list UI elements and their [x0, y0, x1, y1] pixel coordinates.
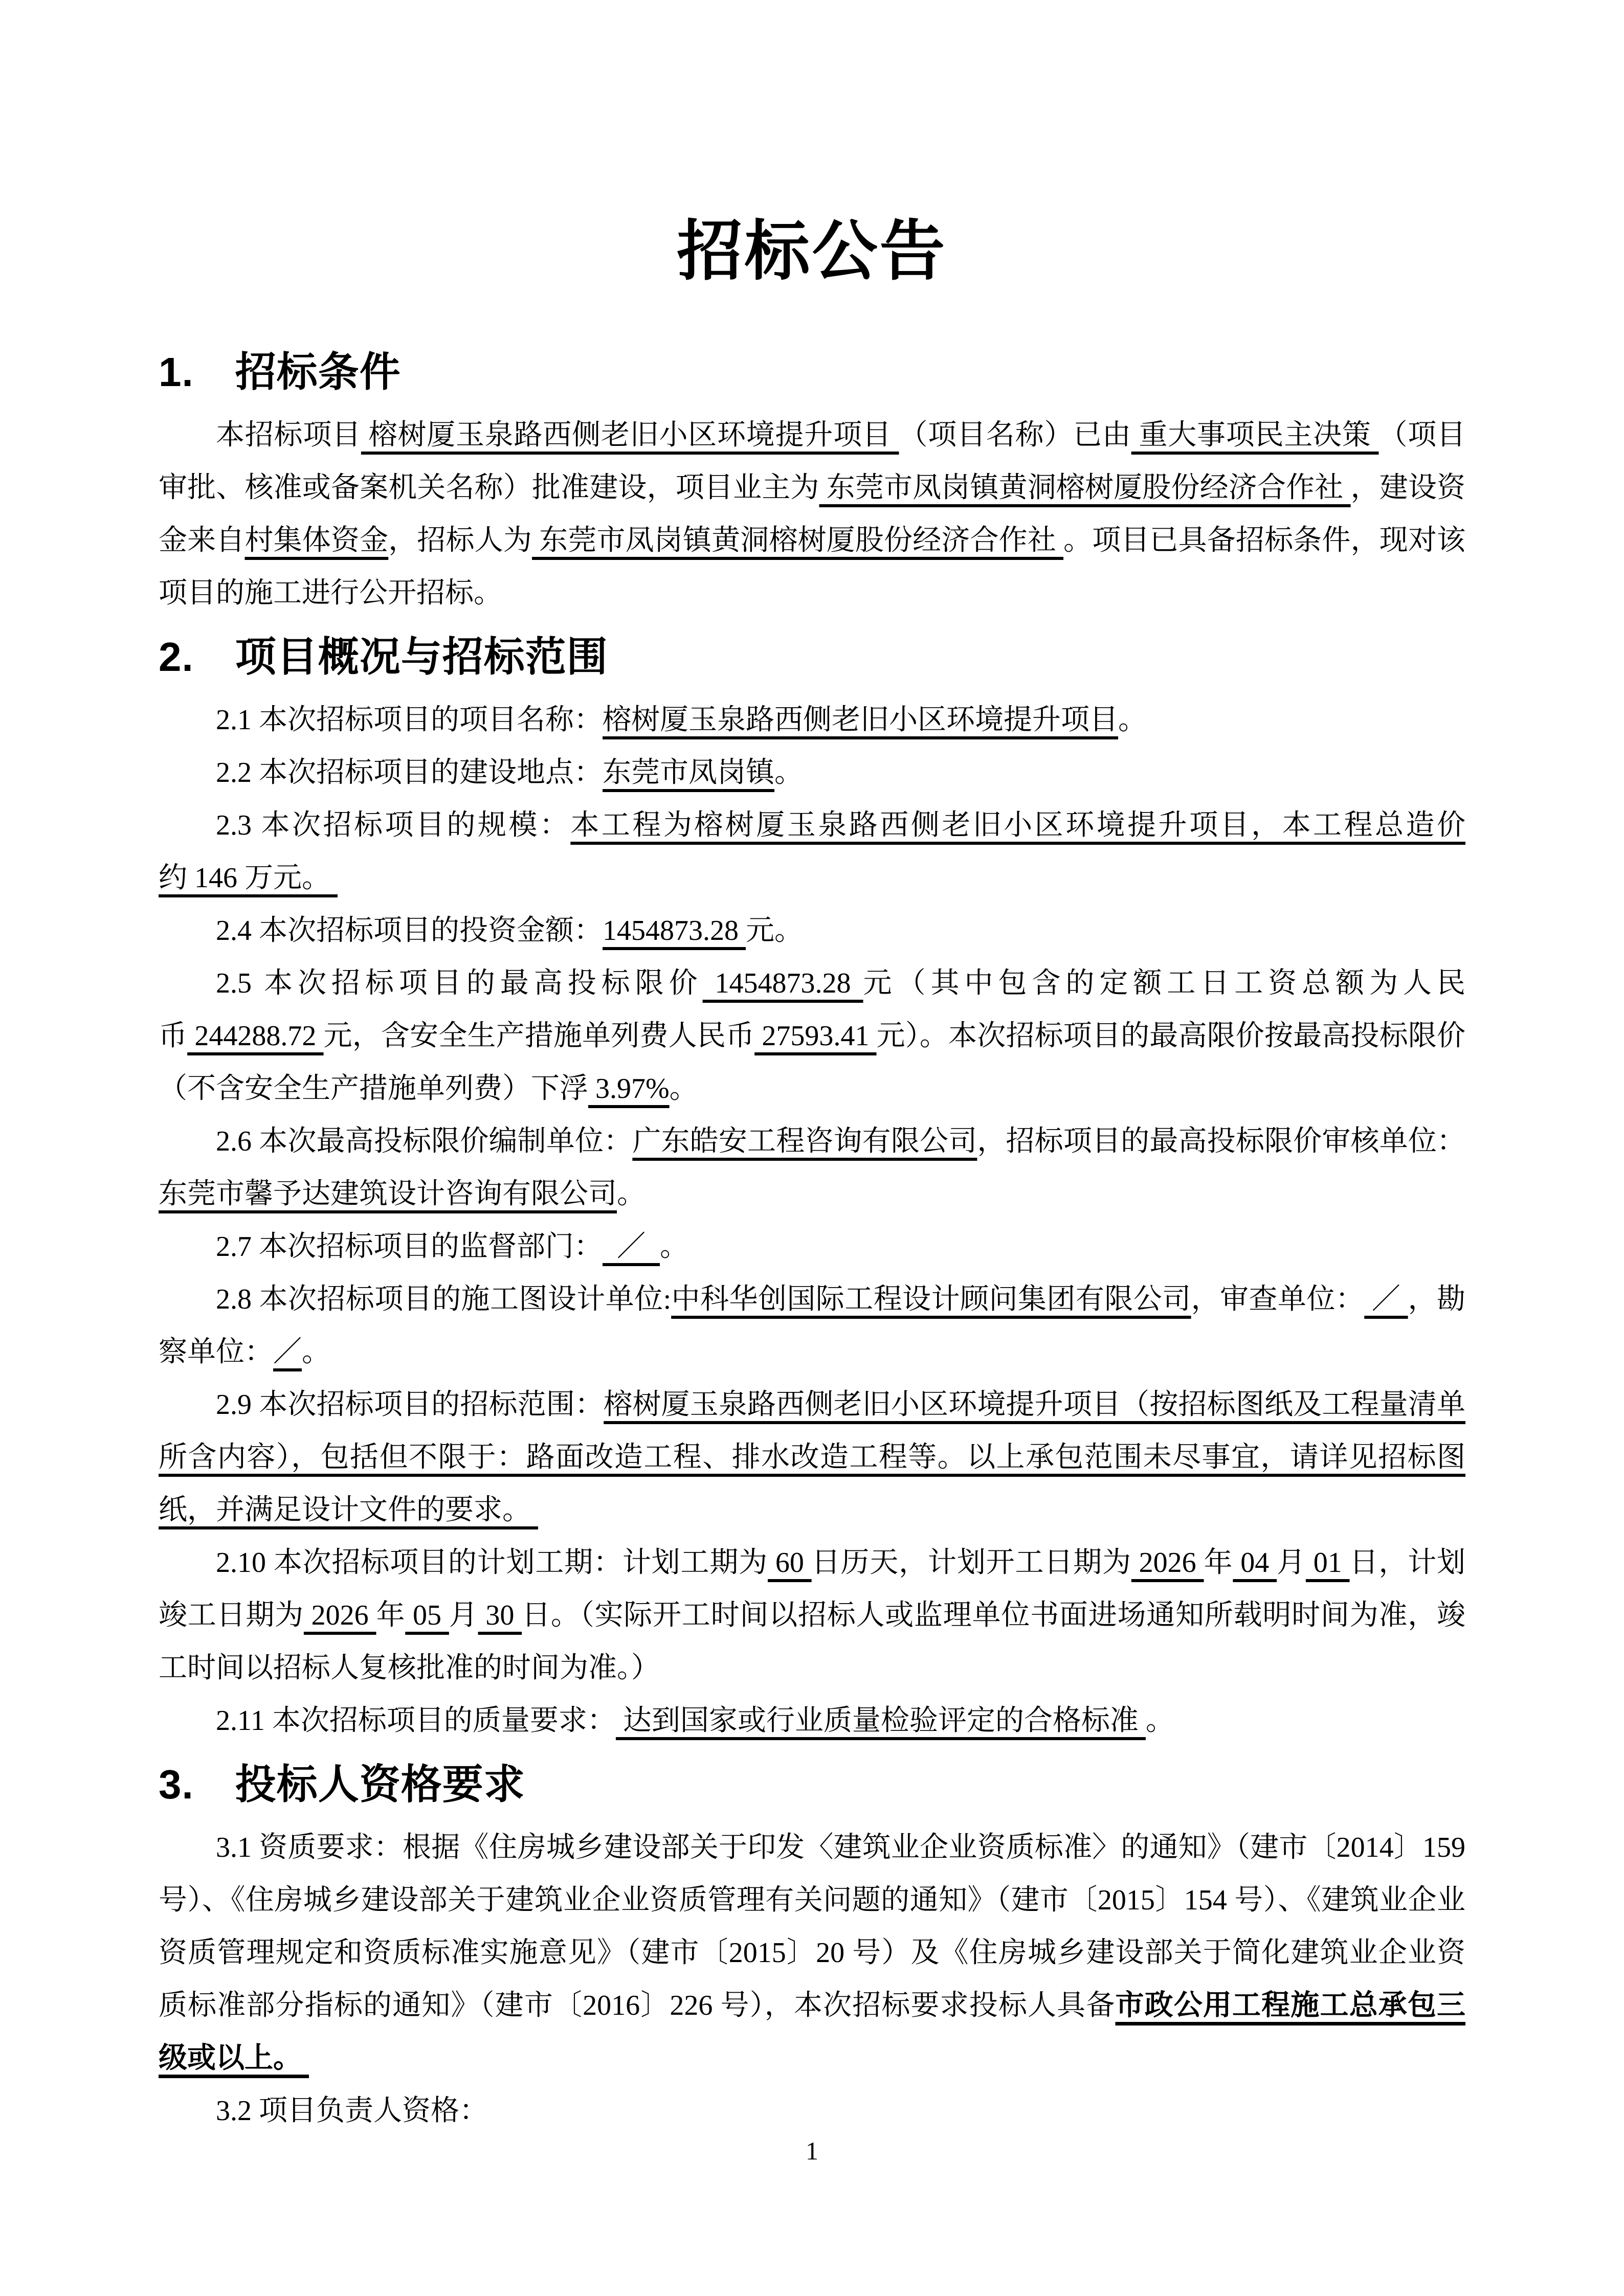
- paragraph: [159, 799, 1465, 905]
- paragraph: [159, 747, 1465, 799]
- paragraph: [159, 905, 1465, 957]
- text-run: ，招标项目的最高投标限价审核单位：: [977, 1126, 1466, 1157]
- text-run: 2.8 本次招标项目的施工图设计单位:: [216, 1284, 672, 1315]
- text-run: 元，含安全生产措施单列费人民币: [323, 1020, 755, 1052]
- underlined-text: 达到国家或行业质量检验评定的合格标准: [615, 1705, 1146, 1737]
- paragraph: [159, 1379, 1465, 1537]
- underlined-text: ／: [1364, 1284, 1408, 1315]
- text-run: ，建设资金来自: [159, 472, 1466, 556]
- text-run: 。: [774, 757, 803, 789]
- underlined-text: 3.97%: [588, 1073, 670, 1105]
- underlined-text: 中科华创国际工程设计顾问集团有限公司: [671, 1284, 1191, 1315]
- underlined-text: 本工程为榕树厦玉泉路西侧老旧小区环境提升项目，本工程总造价约 146 万元。: [159, 809, 1466, 894]
- text-run: 2.2 本次招标项目的建设地点：: [216, 757, 603, 789]
- text-run: 本招标项目: [216, 419, 361, 451]
- text-run: 2.6 本次最高投标限价编制单位：: [216, 1126, 633, 1157]
- underlined-text: ／: [603, 1231, 660, 1263]
- text-run: ，审查单位：: [1191, 1284, 1365, 1315]
- underlined-text: 60: [768, 1547, 812, 1579]
- text-run: 元。: [746, 915, 803, 947]
- underlined-text: 榕树厦玉泉路西侧老旧小区环境提升项目: [603, 704, 1118, 736]
- text-run: 日。（实际开工时间以招标人或监理单位书面进场通知所载明时间为准，竣工时间以招标人复核批准的时间为准。）: [159, 1600, 1466, 1684]
- page-number: 1: [806, 2136, 818, 2165]
- underlined-text: 东莞市凤岗镇黄洞榕树厦股份经济合作社: [819, 472, 1351, 504]
- text-run: （项目名称）已由: [899, 419, 1131, 451]
- document-body: [159, 335, 1465, 2137]
- text-run: 。: [1145, 1705, 1174, 1737]
- underlined-text: 2026: [1131, 1547, 1204, 1579]
- paragraph: [159, 1695, 1465, 1747]
- underlined-text: 榕树厦玉泉路西侧老旧小区环境提升项目: [361, 419, 899, 451]
- text-run: 日，计划竣工日期为: [159, 1547, 1466, 1631]
- text-run: 2.1 本次招标项目的项目名称：: [216, 704, 603, 736]
- underlined-text: 04: [1233, 1547, 1277, 1579]
- text-run: 2.11 本次招标项目的质量要求：: [216, 1705, 616, 1737]
- text-run: 年: [376, 1600, 406, 1631]
- text-run: 。: [1118, 704, 1147, 736]
- text-run: 。项目已具备招标条件，现对该项目的施工进行公开招标。: [159, 525, 1466, 609]
- section-heading: 2. 项目概况与招标范围: [159, 634, 608, 680]
- text-run: ，招标人为: [388, 525, 532, 556]
- underlined-text: 东莞市凤岗镇黄洞榕树厦股份经济合作社: [532, 525, 1064, 556]
- paragraph: [159, 1821, 1465, 2085]
- text-run: 月: [1277, 1547, 1306, 1579]
- text-run: 2.4 本次招标项目的投资金额：: [216, 915, 603, 947]
- paragraph: [159, 1273, 1465, 1379]
- text-run: 。: [660, 1231, 688, 1263]
- underlined-text: 27593.41: [754, 1020, 877, 1052]
- paragraph: [159, 1221, 1465, 1273]
- paragraph: [159, 694, 1465, 747]
- paragraph: [159, 1537, 1465, 1695]
- paragraph: [159, 957, 1465, 1115]
- paragraph: [159, 409, 1465, 620]
- document-title: 招标公告: [677, 215, 947, 288]
- text-run: 。: [302, 1336, 330, 1368]
- section-heading: 1. 招标条件: [159, 349, 401, 395]
- text-run: 3.2 项目负责人资格：: [216, 2095, 488, 2127]
- underlined-text: 1454873.28: [702, 967, 863, 999]
- text-run: ，勘察单位：: [159, 1284, 1466, 1368]
- text-run: 月: [449, 1600, 478, 1631]
- section-heading: 3. 投标人资格要求: [159, 1762, 525, 1807]
- bold-underlined-text: 市政公用工程施工总承包三级或以上。: [159, 1990, 1466, 2074]
- text-run: 元）。本次招标项目的最高限价按最高投标限价（不含安全生产措施单列费）下浮: [159, 1020, 1466, 1105]
- text-run: 3.1 资质要求：根据《住房城乡建设部关于印发〈建筑业企业资质标准〉的通知》（建市〔2014〕159号）、《住房城乡建设部关于建筑业企业资质管理有关问题的通知》（建市〔2015〕154 号）、《建筑业企业资质管理规定和资质标准实施意见》（建市〔2015〕20 号）及《住房城乡建设部关于简化建筑业企业资质标准部分指标的通知》（建市〔2016〕226 号），本次招标要求投标人具备: [159, 1832, 1465, 2021]
- underlined-text: 东莞市凤岗镇: [603, 757, 774, 789]
- underlined-text: 1454873.28: [603, 915, 746, 947]
- text-run: 年: [1204, 1547, 1233, 1579]
- underlined-text: 2026: [303, 1600, 376, 1631]
- text-run: 2.3 本次招标项目的规模：: [216, 809, 571, 841]
- text-run: （项目审批、核准或备案机关名称）批准建设，项目业主为: [159, 419, 1466, 504]
- underlined-text: 东莞市馨予达建筑设计咨询有限公司: [159, 1178, 617, 1210]
- text-run: 2.5 本次招标项目的最高投标限价: [216, 967, 703, 999]
- paragraph: [159, 2085, 1465, 2137]
- text-run: 日历天，计划开工日期为: [811, 1547, 1131, 1579]
- underlined-text: 广东皓安工程咨询有限公司: [632, 1126, 977, 1157]
- underlined-text: 重大事项民主决策: [1131, 419, 1379, 451]
- paragraph: [159, 1115, 1465, 1221]
- underlined-text: 05: [405, 1600, 449, 1631]
- text-run: 2.10 本次招标项目的计划工期：计划工期为: [216, 1547, 768, 1579]
- underlined-text: 30: [478, 1600, 522, 1631]
- underlined-text: 01: [1305, 1547, 1350, 1579]
- text-run: 元（其中包含的定额工日工资总额为人民币: [159, 967, 1466, 1052]
- text-run: 。: [617, 1178, 646, 1210]
- underlined-text: 榕树厦玉泉路西侧老旧小区环境提升项目（按招标图纸及工程量清单所含内容），包括但不限于：路面改造工程、排水改造工程等。以上承包范围未尽事宜，请详见招标图纸，并满足设计文件的要求。: [159, 1389, 1466, 1526]
- text-run: 。: [669, 1073, 698, 1105]
- underlined-text: 244288.72: [187, 1020, 324, 1052]
- underlined-text: ／: [273, 1336, 302, 1368]
- text-run: 2.9 本次招标项目的招标范围：: [216, 1389, 604, 1421]
- text-run: 2.7 本次招标项目的监督部门：: [216, 1231, 603, 1263]
- underlined-text: 村集体资金: [244, 525, 389, 556]
